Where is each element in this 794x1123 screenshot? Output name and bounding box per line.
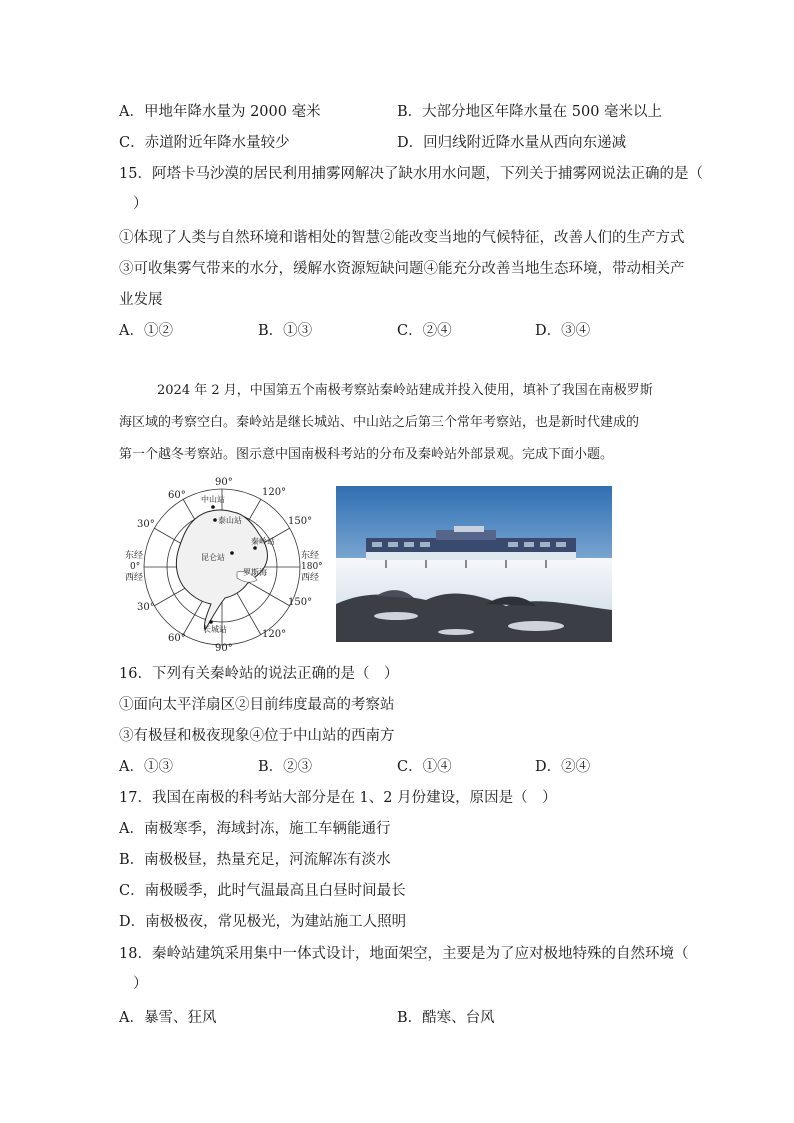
- map-label-left-east: 东经: [125, 551, 144, 561]
- q16-option-c: C．①④: [397, 759, 452, 775]
- q15-option-a: A．①②: [119, 323, 173, 339]
- map-label-left-zero: 0°: [130, 562, 141, 572]
- q16-stem: 16．下列有关秦岭站的说法正确的是（ ）: [119, 666, 399, 682]
- map-label-ross-sea: 罗斯海: [243, 568, 267, 577]
- q15-option-d: D．③④: [535, 323, 591, 339]
- q14-option-c: C．赤道附近年降水量较少: [119, 135, 290, 151]
- passage-line2: 海区域的考察空白。秦岭站是继长城站、中山站之后第三个常年考察站，也是新时代建成的: [119, 415, 640, 430]
- q18-stem-line1: 18．秦岭站建筑采用集中一体式设计，地面架空，主要是为了应对极地特殊的自然环境（: [119, 946, 689, 962]
- map-label-br150: 150°: [288, 597, 313, 608]
- q18-stem-line2: ）: [133, 976, 148, 992]
- q15-stem-line2: ）: [133, 196, 148, 212]
- passage-line1: 2024 年 2 月，中国第五个南极考察站秦岭站建成并投入使用，填补了我国在南极罗斯: [157, 383, 653, 398]
- q18-option-b: B．酷寒、台风: [397, 1010, 495, 1026]
- map-label-kunlun: 昆仑站: [201, 553, 225, 562]
- map-label-left-west: 西经: [125, 573, 144, 583]
- qinling-station-photo: [336, 486, 612, 642]
- kunlun-marker: [230, 551, 234, 555]
- map-label-right-west: 西经: [301, 573, 320, 583]
- map-label-bottom-90: 90°: [215, 643, 233, 652]
- q18-option-a: A．暴雪、狂风: [119, 1010, 217, 1026]
- q17-option-c: C．南极暖季，此时气温最高且白昼时间最长: [119, 883, 406, 899]
- q16-option-a: A．①③: [119, 759, 173, 775]
- q17-option-a: A．南极寒季，海域封冻，施工车辆能通行: [119, 821, 391, 837]
- map-label-right-east: 东经: [301, 551, 320, 561]
- zhongshan-marker: [211, 505, 215, 509]
- map-label-bl60: 60°: [168, 633, 186, 644]
- q14-option-a: A．甲地年降水量为 2000 毫米: [119, 104, 321, 120]
- q14-option-b: B．大部分地区年降水量在 500 毫米以上: [397, 104, 663, 120]
- q15-stem-line1: 15．阿塔卡马沙漠的居民利用捕雾网解决了缺水用水问题，下列关于捕雾网说法正确的是（: [119, 166, 703, 182]
- q16-statement-line2: ③有极昼和极夜现象④位于中山站的西南方: [119, 728, 395, 744]
- q16-option-b: B．②③: [258, 759, 313, 775]
- q16-option-d: D．②④: [535, 759, 591, 775]
- q14-option-d: D．回归线附近降水量从西向东递减: [397, 135, 627, 151]
- map-label-changcheng: 长城站: [203, 625, 227, 634]
- map-label-top-90: 90°: [215, 477, 233, 488]
- map-label-r150: 150°: [288, 516, 313, 527]
- map-label-tl60: 60°: [168, 490, 186, 501]
- changcheng-marker: [209, 620, 213, 624]
- taishan-marker: [213, 518, 217, 522]
- q17-option-d: D．南极极夜，常见极光，为建站施工人照明: [119, 914, 407, 930]
- map-label-br120: 120°: [262, 629, 287, 640]
- map-label-right-180: 180°: [301, 562, 323, 572]
- q17-option-b: B．南极极昼，热量充足，河流解冻有淡水: [119, 852, 391, 868]
- map-label-taishan: 泰山站: [218, 516, 242, 525]
- map-label-l30: 30°: [137, 519, 155, 530]
- q15-option-c: C．②④: [397, 323, 452, 339]
- map-label-bl30: 30°: [137, 602, 155, 613]
- antarctica-station-map: [125, 474, 330, 652]
- passage-line3: 第一个越冬考察站。图示意中国南极科考站的分布及秦岭站外部景观。完成下面小题。: [119, 447, 614, 462]
- q15-statement-line3: 业发展: [119, 292, 163, 308]
- map-label-qinling: 秦岭站: [251, 537, 275, 546]
- map-label-tr120: 120°: [262, 487, 287, 498]
- q16-statement-line1: ①面向太平洋扇区②目前纬度最高的考察站: [119, 697, 395, 713]
- q15-statement-line1: ①体现了人类与自然环境和谐相处的智慧②能改变当地的气候特征，改善人们的生产方式: [119, 230, 685, 246]
- map-label-zhongshan: 中山站: [201, 495, 225, 504]
- q15-statement-line2: ③可收集雾气带来的水分，缓解水资源短缺问题④能充分改善当地生态环境，带动相关产: [119, 261, 685, 277]
- q17-stem: 17．我国在南极的科考站大部分是在 1、2 月份建设，原因是（ ）: [119, 790, 557, 806]
- q15-option-b: B．①③: [258, 323, 313, 339]
- qinling-marker: [253, 546, 257, 550]
